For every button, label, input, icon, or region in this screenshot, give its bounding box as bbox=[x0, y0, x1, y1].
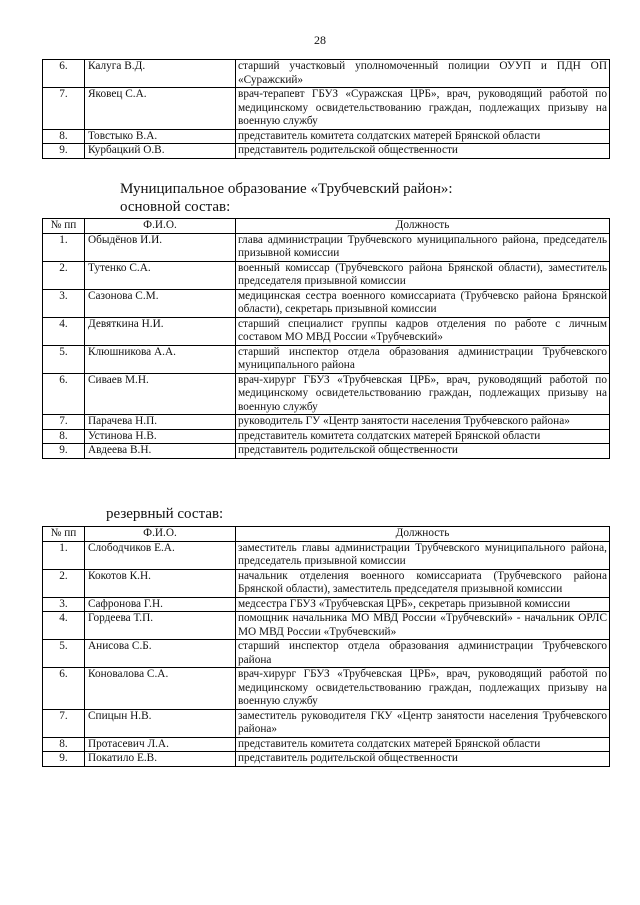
col-header-fio: Ф.И.О. bbox=[85, 527, 236, 542]
member-name: Кокотов К.Н. bbox=[85, 569, 236, 597]
table-row bbox=[43, 640, 610, 668]
member-name: Слободчиков Е.А. bbox=[85, 541, 236, 569]
col-header-position: Должность bbox=[236, 219, 610, 234]
member-position: представитель родительской общественности bbox=[236, 144, 610, 159]
member-position: помощник начальника МО МВД России «Трубчевский» - начальник ОРЛС МО МВД России «Трубчевский» bbox=[236, 612, 610, 640]
member-name: Клюшникова А.А. bbox=[85, 345, 236, 373]
table-row bbox=[43, 60, 610, 88]
member-position: представитель родительской общественности bbox=[236, 444, 610, 459]
row-number: 6. bbox=[43, 373, 85, 415]
member-position: врач-хирург ГБУЗ «Трубчевская ЦРБ», врач, руководящий работой по медицинскому освидетельствованию граждан, подлежащих призыву на военную службу bbox=[236, 668, 610, 710]
table-row bbox=[43, 144, 610, 159]
table-row bbox=[43, 569, 610, 597]
reserve-composition-label: резервный состав: bbox=[106, 506, 224, 522]
member-name: Тутенко С.А. bbox=[85, 261, 236, 289]
row-number: 7. bbox=[43, 88, 85, 130]
member-name: Сиваев М.Н. bbox=[85, 373, 236, 415]
member-position: заместитель главы администрации Трубчевского муниципального района, председатель призывной комиссии bbox=[236, 541, 610, 569]
member-name: Анисова С.Б. bbox=[85, 640, 236, 668]
member-name: Девяткина Н.И. bbox=[85, 317, 236, 345]
row-number: 4. bbox=[43, 612, 85, 640]
member-position: представитель комитета солдатских матерей Брянской области bbox=[236, 429, 610, 444]
table-header-row bbox=[43, 219, 610, 234]
member-name: Авдеева В.Н. bbox=[85, 444, 236, 459]
table-row bbox=[43, 317, 610, 345]
row-number: 7. bbox=[43, 415, 85, 430]
row-number: 2. bbox=[43, 261, 85, 289]
row-number: 5. bbox=[43, 345, 85, 373]
row-number: 5. bbox=[43, 640, 85, 668]
row-number: 3. bbox=[43, 289, 85, 317]
member-position: представитель комитета солдатских матерей Брянской области bbox=[236, 737, 610, 752]
table-row bbox=[43, 261, 610, 289]
main-composition-label: основной состав: bbox=[120, 199, 231, 215]
member-position: руководитель ГУ «Центр занятости населения Трубчевского района» bbox=[236, 415, 610, 430]
col-header-position: Должность bbox=[236, 527, 610, 542]
row-number: 3. bbox=[43, 597, 85, 612]
prev-members-table bbox=[42, 59, 610, 159]
member-name: Сафронова Г.Н. bbox=[85, 597, 236, 612]
member-name: Курбацкий О.В. bbox=[85, 144, 236, 159]
member-name: Покатило Е.В. bbox=[85, 752, 236, 767]
row-number: 8. bbox=[43, 737, 85, 752]
row-number: 8. bbox=[43, 429, 85, 444]
table-row bbox=[43, 233, 610, 261]
member-name: Сазонова С.М. bbox=[85, 289, 236, 317]
member-name: Яковец С.А. bbox=[85, 88, 236, 130]
table-row bbox=[43, 429, 610, 444]
prev-members-rows bbox=[43, 60, 610, 159]
member-position: заместитель руководителя ГКУ «Центр занятости населения Трубчевского района» bbox=[236, 709, 610, 737]
member-position: старший инспектор отдела образования администрации Трубчевского района bbox=[236, 640, 610, 668]
member-name: Устинова Н.В. bbox=[85, 429, 236, 444]
table-row bbox=[43, 709, 610, 737]
member-position: представитель комитета солдатских матерей Брянской области bbox=[236, 129, 610, 144]
table-row bbox=[43, 668, 610, 710]
col-header-num: № пп bbox=[43, 219, 85, 234]
table-row bbox=[43, 444, 610, 459]
member-position: старший инспектор отдела образования администрации Трубчевского муниципального района bbox=[236, 345, 610, 373]
main-composition-table bbox=[42, 218, 610, 459]
member-name: Обыдёнов И.И. bbox=[85, 233, 236, 261]
member-position: военный комиссар (Трубчевского района Брянской области), заместитель председателя призывной комиссии bbox=[236, 261, 610, 289]
table-row bbox=[43, 373, 610, 415]
member-position: старший специалист группы кадров отделения по работе с личным составом МО МВД России «Трубчевский» bbox=[236, 317, 610, 345]
row-number: 1. bbox=[43, 541, 85, 569]
table-row bbox=[43, 415, 610, 430]
reserve-composition-table bbox=[42, 526, 610, 767]
member-name: Товстыко В.А. bbox=[85, 129, 236, 144]
member-position: врач-хирург ГБУЗ «Трубчевская ЦРБ», врач, руководящий работой по медицинскому освидетельствованию граждан, подлежащих призыву на военную службу bbox=[236, 373, 610, 415]
row-number: 9. bbox=[43, 752, 85, 767]
member-name: Гордеева Т.П. bbox=[85, 612, 236, 640]
member-position: глава администрации Трубчевского муниципального района, председатель призывной комиссии bbox=[236, 233, 610, 261]
member-name: Калуга В.Д. bbox=[85, 60, 236, 88]
member-name: Парачева Н.П. bbox=[85, 415, 236, 430]
reserve-composition-rows bbox=[43, 541, 610, 766]
table-row bbox=[43, 737, 610, 752]
member-name: Протасевич Л.А. bbox=[85, 737, 236, 752]
table-row bbox=[43, 597, 610, 612]
row-number: 2. bbox=[43, 569, 85, 597]
member-position: медицинская сестра военного комиссариата (Трубчевско района Брянской области), секретарь призывной комиссии bbox=[236, 289, 610, 317]
main-composition-rows bbox=[43, 233, 610, 458]
row-number: 6. bbox=[43, 60, 85, 88]
page-number: 28 bbox=[314, 33, 326, 47]
table-row bbox=[43, 612, 610, 640]
row-number: 4. bbox=[43, 317, 85, 345]
row-number: 7. bbox=[43, 709, 85, 737]
member-position: медсестра ГБУЗ «Трубчевская ЦРБ», секретарь призывной комиссии bbox=[236, 597, 610, 612]
col-header-fio: Ф.И.О. bbox=[85, 219, 236, 234]
table-row bbox=[43, 289, 610, 317]
member-position: представитель родительской общественности bbox=[236, 752, 610, 767]
member-name: Коновалова С.А. bbox=[85, 668, 236, 710]
row-number: 8. bbox=[43, 129, 85, 144]
table-row bbox=[43, 88, 610, 130]
member-name: Спицын Н.В. bbox=[85, 709, 236, 737]
table-row bbox=[43, 752, 610, 767]
table-row bbox=[43, 345, 610, 373]
table-row bbox=[43, 129, 610, 144]
row-number: 6. bbox=[43, 668, 85, 710]
table-header-row bbox=[43, 527, 610, 542]
table-row bbox=[43, 541, 610, 569]
row-number: 9. bbox=[43, 444, 85, 459]
municipality-title: Муниципальное образование «Трубчевский район»: bbox=[120, 181, 453, 197]
member-position: начальник отделения военного комиссариата (Трубчевского района Брянской области), заместитель председателя призывной комиссии bbox=[236, 569, 610, 597]
member-position: врач-терапевт ГБУЗ «Суражская ЦРБ», врач, руководящий работой по медицинскому освидетельствованию граждан, подлежащих призыву на военную службу bbox=[236, 88, 610, 130]
member-position: старший участковый уполномоченный полиции ОУУП и ПДН ОП «Суражский» bbox=[236, 60, 610, 88]
row-number: 1. bbox=[43, 233, 85, 261]
row-number: 9. bbox=[43, 144, 85, 159]
col-header-num: № пп bbox=[43, 527, 85, 542]
